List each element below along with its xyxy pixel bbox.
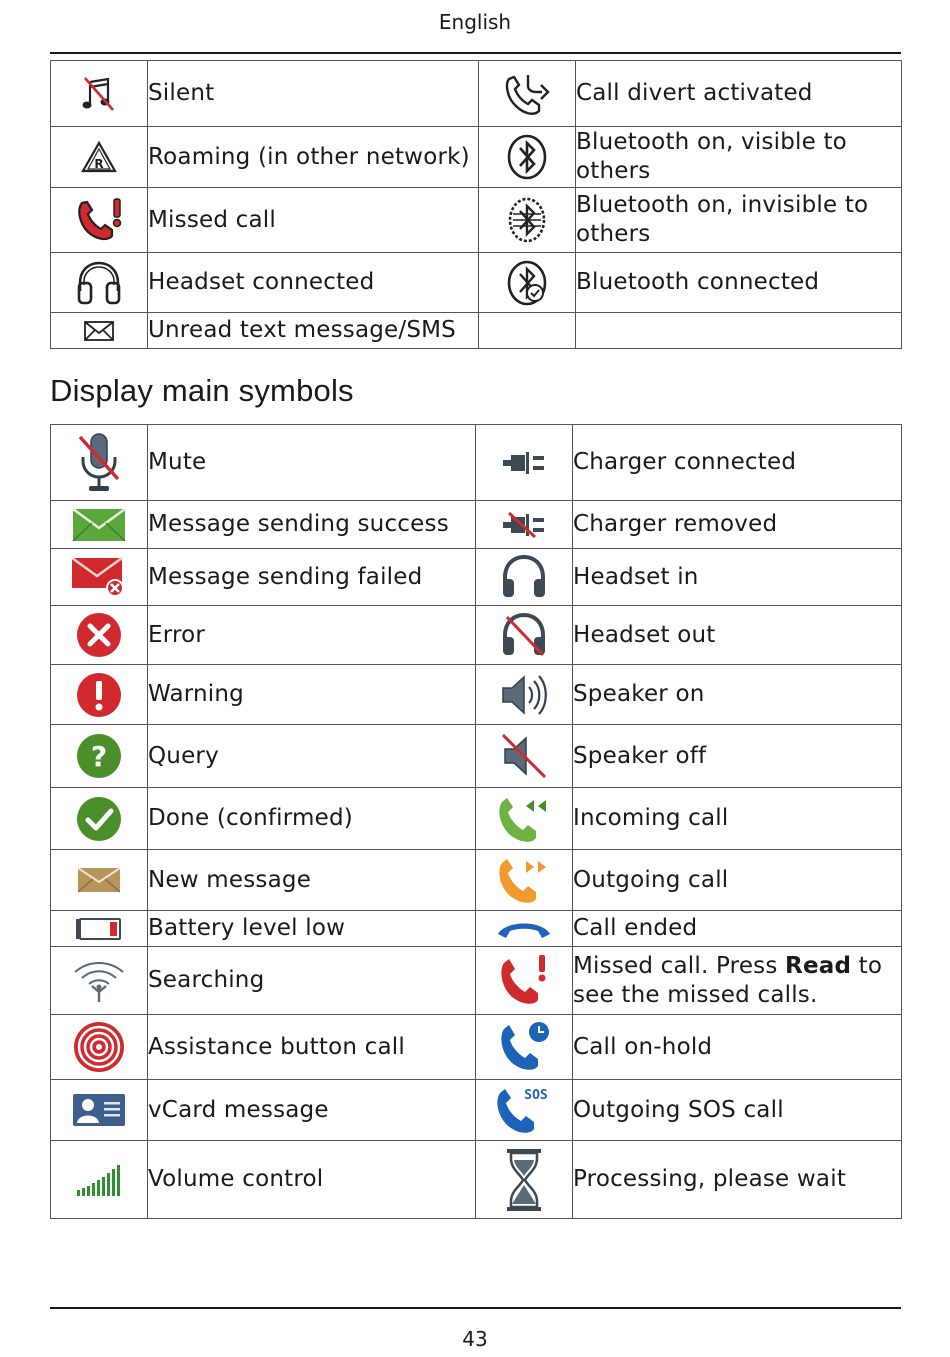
speaker-off-icon bbox=[476, 731, 572, 781]
symbol-label: Volume control bbox=[148, 1141, 476, 1219]
table-row bbox=[51, 788, 902, 850]
table-row bbox=[51, 61, 902, 127]
headset-in-icon bbox=[476, 553, 572, 601]
main-symbols-table bbox=[50, 424, 902, 1219]
missed-call-icon bbox=[51, 197, 147, 243]
section-title: Display main symbols bbox=[50, 373, 354, 408]
table-row bbox=[51, 501, 902, 549]
svg-text:?: ? bbox=[90, 740, 108, 773]
assistance-icon bbox=[51, 1020, 147, 1074]
symbol-label: Unread text message/SMS bbox=[148, 313, 479, 349]
symbol-label: Outgoing SOS call bbox=[573, 1080, 902, 1141]
message-success-icon bbox=[51, 508, 147, 542]
vcard-icon bbox=[51, 1093, 147, 1127]
symbol-label bbox=[573, 947, 902, 1015]
headset-icon bbox=[51, 259, 147, 307]
query-icon bbox=[51, 732, 147, 780]
empty-cell bbox=[576, 313, 902, 349]
table-row bbox=[51, 1080, 902, 1141]
table-row bbox=[51, 911, 902, 947]
table-row bbox=[51, 725, 902, 788]
symbol-label: Bluetooth on, visible to others bbox=[576, 127, 902, 188]
table-row bbox=[51, 425, 902, 501]
silent-icon bbox=[51, 74, 147, 114]
symbol-label: Speaker off bbox=[573, 725, 902, 788]
symbol-label: Charger removed bbox=[573, 501, 902, 549]
call-divert-icon bbox=[479, 70, 575, 118]
table-row bbox=[51, 549, 902, 606]
bluetooth-connected-icon bbox=[479, 259, 575, 307]
table-row bbox=[51, 313, 902, 349]
symbol-label: New message bbox=[148, 850, 476, 911]
hourglass-icon bbox=[476, 1147, 572, 1213]
outgoing-call-icon bbox=[476, 855, 572, 905]
table-row bbox=[51, 1141, 902, 1219]
table-row bbox=[51, 947, 902, 1015]
symbol-label: Searching bbox=[148, 947, 476, 1015]
bluetooth-visible-icon bbox=[479, 133, 575, 181]
roaming-icon bbox=[51, 140, 147, 174]
symbol-label: Processing, please wait bbox=[573, 1141, 902, 1219]
symbol-label-text: to see the missed calls. bbox=[573, 952, 883, 1008]
missed-call-color-icon bbox=[476, 953, 572, 1009]
sos-call-icon bbox=[476, 1085, 572, 1135]
bluetooth-invisible-icon bbox=[479, 196, 575, 244]
table-row bbox=[51, 127, 902, 188]
symbol-label: Bluetooth connected bbox=[576, 253, 902, 313]
table-row bbox=[51, 850, 902, 911]
table-row bbox=[51, 188, 902, 253]
symbol-label: Incoming call bbox=[573, 788, 902, 850]
call-ended-icon bbox=[476, 918, 572, 940]
symbol-label: Headset in bbox=[573, 549, 902, 606]
svg-text:R: R bbox=[94, 157, 104, 171]
symbol-label: Missed call bbox=[148, 188, 479, 253]
table-row bbox=[51, 1015, 902, 1080]
speaker-on-icon bbox=[476, 671, 572, 719]
battery-low-icon bbox=[51, 917, 147, 941]
symbol-label: Roaming (in other network) bbox=[148, 127, 479, 188]
symbol-label: Assistance button call bbox=[148, 1015, 476, 1080]
symbol-label: Speaker on bbox=[573, 665, 902, 725]
table-row bbox=[51, 606, 902, 665]
symbol-label: Battery level low bbox=[148, 911, 476, 947]
page-header-language: English bbox=[438, 10, 512, 34]
searching-icon bbox=[51, 958, 147, 1004]
symbol-label: Call ended bbox=[573, 911, 902, 947]
symbol-label-text: Missed call. Press bbox=[573, 952, 786, 979]
empty-cell bbox=[479, 313, 576, 349]
done-icon bbox=[51, 795, 147, 843]
call-on-hold-icon bbox=[476, 1019, 572, 1075]
error-icon bbox=[51, 611, 147, 659]
symbol-label: Call on-hold bbox=[573, 1015, 902, 1080]
message-failed-icon bbox=[51, 557, 147, 597]
symbol-label: Done (confirmed) bbox=[148, 788, 476, 850]
page-number: 43 bbox=[462, 1327, 488, 1351]
header-rule bbox=[50, 52, 901, 54]
table-row bbox=[51, 253, 902, 313]
top-symbols-table bbox=[50, 60, 902, 349]
symbol-label: Query bbox=[148, 725, 476, 788]
symbol-label: Outgoing call bbox=[573, 850, 902, 911]
incoming-call-icon bbox=[476, 794, 572, 844]
volume-control-icon bbox=[51, 1162, 147, 1198]
symbol-label: Charger connected bbox=[573, 425, 902, 501]
symbol-label: Warning bbox=[148, 665, 476, 725]
symbol-label: Call divert activated bbox=[576, 61, 902, 127]
symbol-label: Headset connected bbox=[148, 253, 479, 313]
symbol-label: Silent bbox=[148, 61, 479, 127]
symbol-label: Message sending failed bbox=[148, 549, 476, 606]
sos-label: SOS bbox=[524, 1088, 548, 1103]
footer-rule bbox=[50, 1307, 901, 1309]
charger-removed-icon bbox=[476, 511, 572, 539]
mute-icon bbox=[51, 431, 147, 495]
envelope-outline-icon bbox=[51, 320, 147, 342]
table-row bbox=[51, 665, 902, 725]
warning-icon bbox=[51, 671, 147, 719]
symbol-label: Mute bbox=[148, 425, 476, 501]
read-keyword: Read bbox=[785, 952, 852, 979]
headset-out-icon bbox=[476, 611, 572, 659]
symbol-label: Error bbox=[148, 606, 476, 665]
symbol-label: Bluetooth on, invisible to others bbox=[576, 188, 902, 253]
new-message-icon bbox=[51, 866, 147, 894]
symbol-label: vCard message bbox=[148, 1080, 476, 1141]
charger-connected-icon bbox=[476, 449, 572, 477]
symbol-label: Message sending success bbox=[148, 501, 476, 549]
symbol-label: Headset out bbox=[573, 606, 902, 665]
